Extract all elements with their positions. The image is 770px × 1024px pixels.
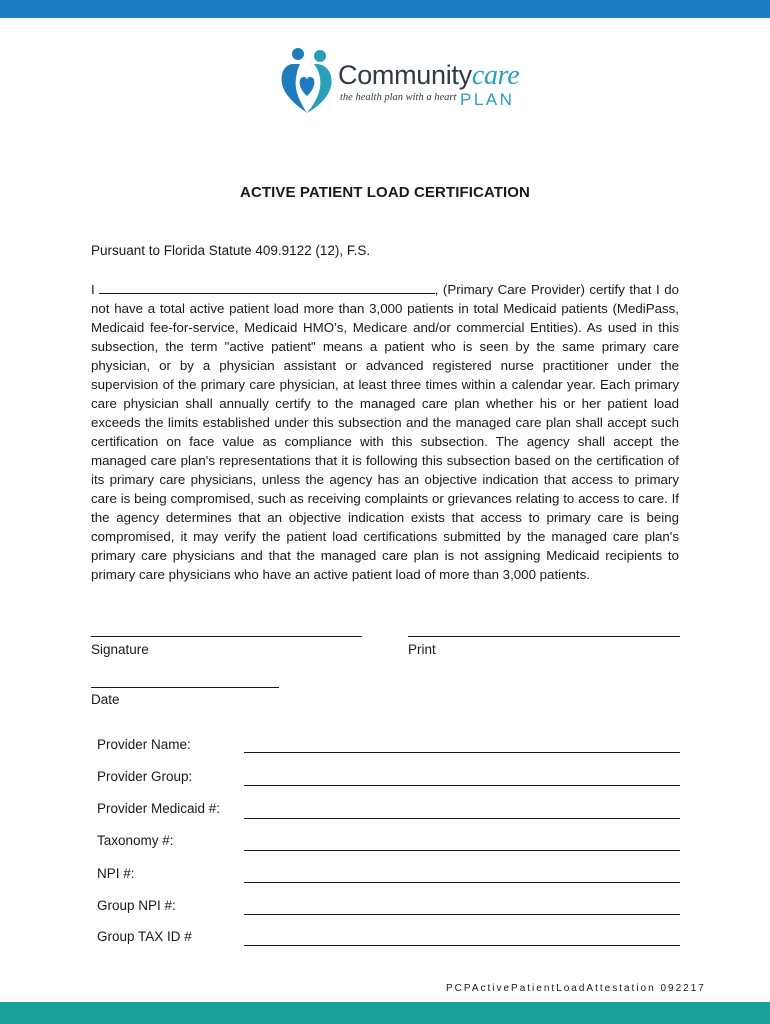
provider-group-label: Provider Group: [97, 769, 193, 784]
provider-group-field[interactable] [244, 785, 680, 786]
npi-label: NPI #: [97, 866, 135, 881]
date-label: Date [91, 692, 120, 707]
npi-field[interactable] [244, 882, 680, 883]
top-accent-bar [0, 0, 770, 18]
certification-paragraph [91, 280, 679, 584]
group-tax-id-label: Group TAX ID # [97, 929, 192, 944]
group-tax-id-field[interactable] [244, 945, 680, 946]
provider-medicaid-label: Provider Medicaid #: [97, 801, 221, 816]
provider-name-field[interactable] [244, 752, 680, 753]
form-code: PCPActivePatientLoadAttestation 092217 [446, 983, 706, 994]
date-line[interactable] [91, 687, 279, 688]
heart-people-icon [276, 46, 338, 116]
group-npi-field[interactable] [244, 914, 680, 915]
logo-word-care: care [471, 60, 520, 91]
document-title: ACTIVE PATIENT LOAD CERTIFICATION [240, 184, 530, 201]
logo-brand-name [338, 60, 519, 91]
logo-tagline: the health plan with a heart [340, 92, 457, 103]
logo-word-community: Community [338, 60, 472, 90]
provider-name-label: Provider Name: [97, 737, 191, 752]
taxonomy-field[interactable] [244, 850, 680, 851]
provider-name-blank-line[interactable] [99, 281, 435, 294]
community-care-plan-logo [276, 46, 520, 116]
body-start: I [91, 282, 95, 297]
signature-line[interactable] [91, 636, 362, 637]
body-rest: , (Primary Care Provider) certify that I do not have a total active patient load more than 3,000 patients in total Medicaid patients (MediPass, Medicaid fee-for-service, Medicaid HMO’s, Medicare and/or commercial Entities). As used in this subsection, the term "active patient" means a patient who is seen by the same primary care physician, or by a physician assistant or advanced registered nurse practitioner under the supervision of the primary care physician, at least three times within a calendar year. Each primary care physician shall annually certify to the managed care plan whether his or her patient load exceeds the limits established under this subsection and the managed care plan shall accept such certification on face value as compliance with this subsection. The agency shall accept the managed care plan's representations that it is following this subsection based on the certification of its primary care physicians, unless the agency has an objective indication that access to primary care is being compromised, such as receiving complaints or grievances relating to access to care. If the agency determines that an objective indication exists that access to primary care is being compromised, it may verify the patient load certifications submitted by the managed care plan's primary care physicians and that the managed care plan is not assigning Medicaid recipients to primary care physicians who have an active patient load of more than 3,000 patients. [91, 282, 679, 582]
print-label: Print [408, 642, 436, 657]
provider-medicaid-field[interactable] [244, 818, 680, 819]
statute-reference: Pursuant to Florida Statute 409.9122 (12), F.S. [91, 243, 371, 258]
group-npi-label: Group NPI #: [97, 898, 176, 913]
signature-label: Signature [91, 642, 149, 657]
taxonomy-label: Taxonomy #: [97, 833, 174, 848]
logo-plan-word: PLAN [460, 90, 515, 109]
bottom-accent-bar [0, 1002, 770, 1024]
print-line[interactable] [408, 636, 680, 637]
